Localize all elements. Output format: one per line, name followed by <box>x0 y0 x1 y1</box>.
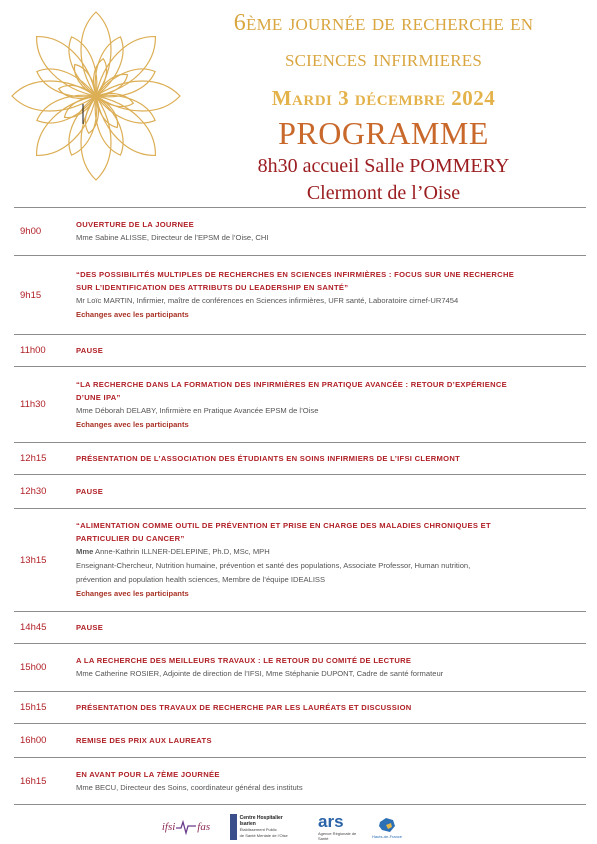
ifsi-logo <box>150 814 222 840</box>
row-speaker: Mme BECU, Directeur des Soins, coordinateur général des instituts <box>76 782 303 792</box>
speaker-name: Anne-Kathrin ILLNER-DELEPINE, Ph.D, MSc, MPH <box>93 547 270 556</box>
row-title-cont: D’UNE IPA” <box>76 392 121 402</box>
row-speaker-detail: prévention and population health sciences, Membre de l’équipe IDEALISS <box>76 575 326 584</box>
row-time: 13h15 <box>20 554 47 566</box>
row-title: PRÉSENTATION DE L’ASSOCIATION DES ÉTUDIANTS EN SOINS INFIRMIERS DE L’IFSI CLERMONT <box>76 454 461 463</box>
flower-logo-icon <box>6 6 186 186</box>
programme-row <box>14 691 586 723</box>
row-time: 14h45 <box>20 622 47 633</box>
chi-logo-line2: Établissement Public <box>239 827 277 832</box>
row-time: 9h15 <box>20 289 42 301</box>
row-time: 15h15 <box>20 702 47 713</box>
row-speaker: Mme Catherine ROSIER, Adjointe de direction de l’IFSI, Mme Stéphanie DUPONT, Cadre de santé formateur <box>76 669 444 678</box>
programme-row <box>14 643 586 691</box>
chi-logo-line1: Centre Hospitalier Isarien <box>239 815 283 827</box>
event-title-line1: 6ème journée de recherche en <box>233 10 534 36</box>
programme-row <box>14 255 586 334</box>
programme-row <box>14 611 586 643</box>
location-line: Clermont de l’Oise <box>306 182 461 204</box>
ars-logo <box>318 812 364 842</box>
row-title: “ALIMENTATION COMME OUTIL DE PRÉVENTION ET PRISE EN CHARGE DES MALADIES CHRONIQUES ET <box>76 521 491 530</box>
header <box>186 0 581 206</box>
programme-heading: PROGRAMME <box>278 115 489 151</box>
chi-logo-mark-icon <box>230 814 237 840</box>
programme-table <box>14 207 586 805</box>
row-title: A LA RECHERCHE DES MEILLEURS TRAVAUX : LE RETOUR DU COMITÉ DE LECTURE <box>76 656 412 665</box>
event-date: Mardi 3 décembre 2024 <box>271 86 496 110</box>
row-speaker-detail: Enseignant-Chercheur, Nutrition humaine, prévention et santé des populations, Associate Professor, Human nutrition, <box>76 561 471 570</box>
welcome-line: 8h30 accueil Salle POMMERY <box>257 155 510 177</box>
region-map-icon <box>377 816 397 834</box>
footer-logos <box>0 808 597 844</box>
row-title: PAUSE <box>76 623 104 632</box>
speaker-prefix: Mme <box>76 547 94 556</box>
heartbeat-icon <box>175 818 197 836</box>
row-time: 11h00 <box>20 345 46 356</box>
row-time: 9h00 <box>20 226 42 237</box>
row-title-cont: PARTICULIER DU CANCER” <box>76 534 185 543</box>
row-title: PAUSE <box>76 346 104 355</box>
row-title: EN AVANT POUR LA 7ÈME JOURNÉE <box>76 769 220 779</box>
hdf-region-logo <box>372 812 402 842</box>
row-title: OUVERTURE DE LA JOURNEE <box>76 220 195 229</box>
programme-row <box>14 474 586 508</box>
row-speaker: Mr Loïc MARTIN, Infirmier, maître de conférences en Sciences infirmières, UFR santé, Laboratoire cirnef-UR7454 <box>76 296 459 305</box>
event-title-line2: sciences infirmieres <box>284 46 483 72</box>
hdf-region-text: Hauts-de-France <box>372 833 403 839</box>
row-exchange: Echanges avec les participants <box>76 419 189 429</box>
row-title: REMISE DES PRIX AUX LAUREATS <box>76 736 212 745</box>
row-time: 11h30 <box>20 399 46 410</box>
row-time: 16h15 <box>20 775 47 787</box>
programme-row <box>14 757 586 805</box>
programme-row <box>14 334 586 366</box>
row-title: “DES POSSIBILITÉS MULTIPLES DE RECHERCHES EN SCIENCES INFIRMIÈRES : FOCUS SUR UNE RECHERCHE <box>76 270 515 279</box>
row-time: 12h30 <box>20 486 47 497</box>
row-time: 16h00 <box>20 735 47 746</box>
chi-logo <box>230 812 290 842</box>
chi-logo-line3: de Santé Mentale de l’Oise <box>239 833 288 838</box>
row-time: 12h15 <box>20 453 47 464</box>
programme-row <box>14 508 586 611</box>
row-title: “LA RECHERCHE DANS LA FORMATION DES INFIRMIÈRES EN PRATIQUE AVANCÉE : RETOUR D’EXPÉRIENCE <box>76 379 508 389</box>
row-title: PAUSE <box>76 487 104 496</box>
programme-row <box>14 366 586 442</box>
programme-row <box>14 207 586 255</box>
row-exchange: Echanges avec les participants <box>76 310 189 319</box>
row-time: 15h00 <box>20 662 47 673</box>
ars-logo-sub: Agence Régionale de Santé <box>318 831 357 841</box>
row-speaker <box>76 545 586 559</box>
programme-row <box>14 723 586 757</box>
ars-logo-text: ars <box>318 812 344 831</box>
row-speaker: Mme Sabine ALISSE, Directeur de l’EPSM de l’Oise, CHI <box>76 233 269 242</box>
fas-logo-text: fas <box>197 821 211 833</box>
row-speaker: Mme Déborah DELABY, Infirmière en Pratique Avancée EPSM de l’Oise <box>76 405 319 415</box>
programme-row <box>14 442 586 474</box>
ifsi-logo-text: ifsi <box>161 821 176 833</box>
row-title: PRÉSENTATION DES TRAVAUX DE RECHERCHE PAR LES LAURÉATS ET DISCUSSION <box>76 703 412 712</box>
row-exchange: Echanges avec les participants <box>76 589 189 598</box>
row-title-cont: SUR L’IDENTIFICATION DES ATTRIBUTS DU LEADERSHIP EN SANTÉ” <box>76 283 349 292</box>
